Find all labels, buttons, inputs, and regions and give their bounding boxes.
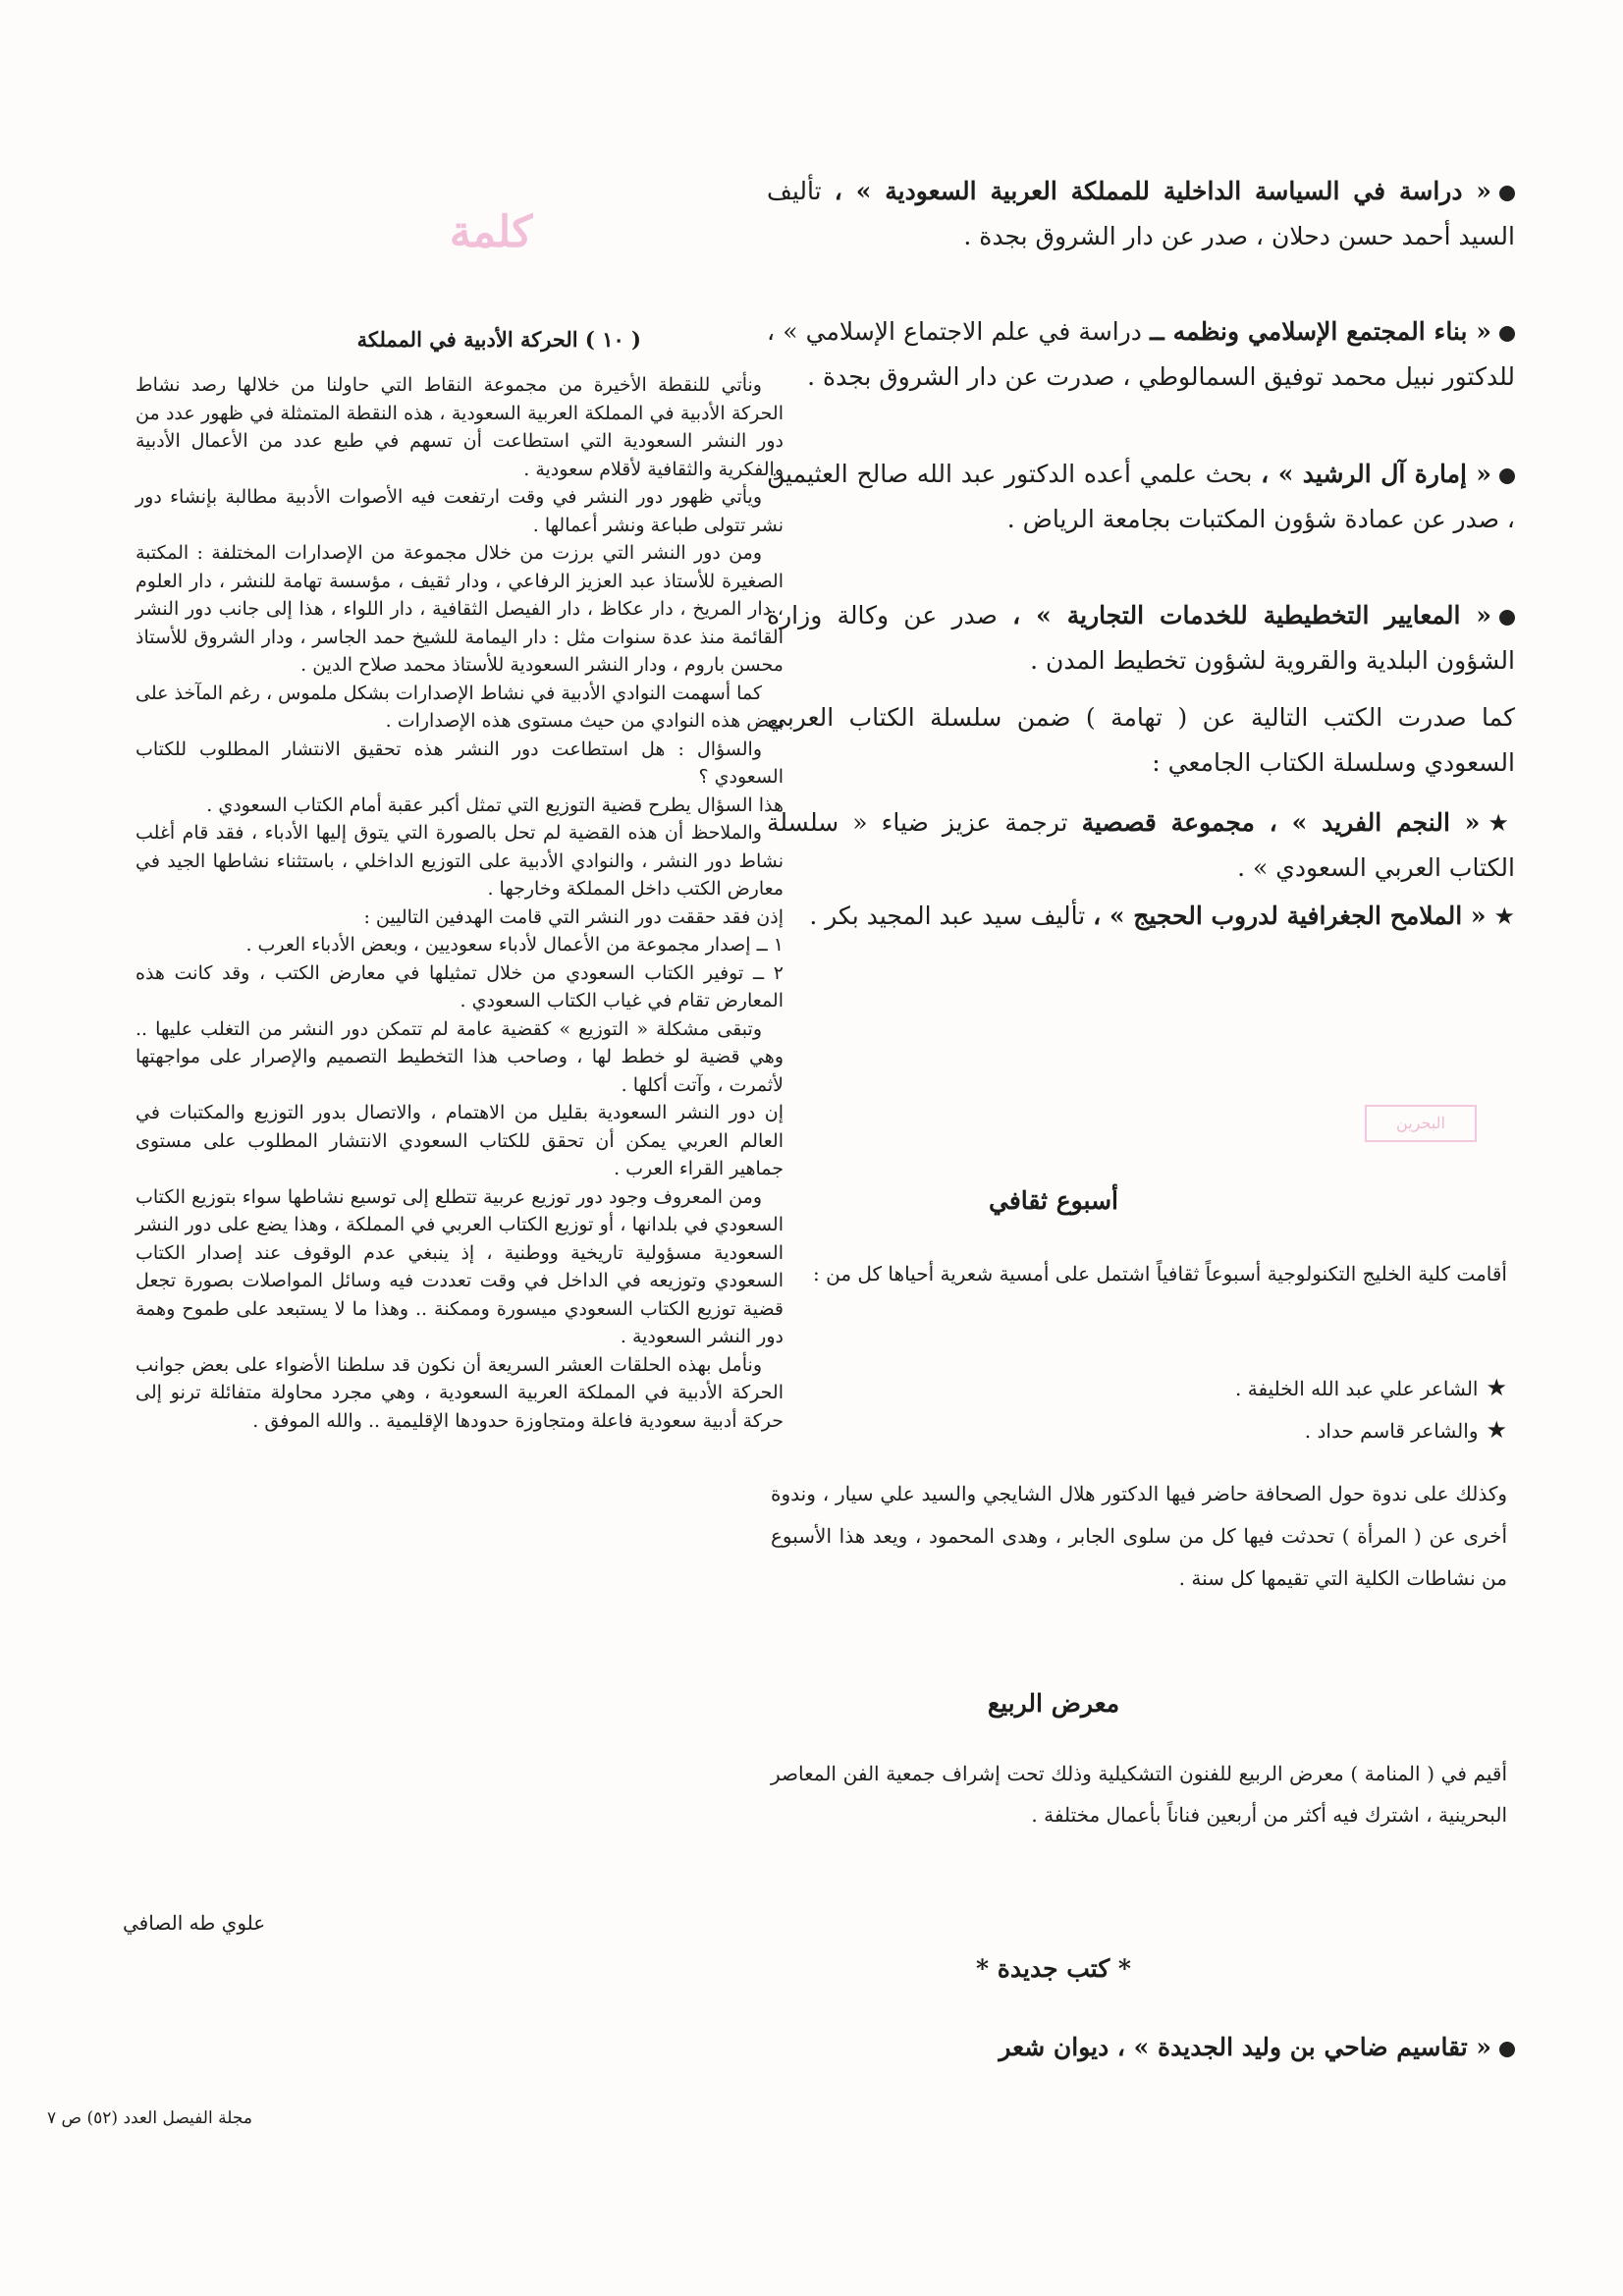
poet-item: ★الشاعر علي عبد الله الخليفة . <box>1235 1374 1507 1401</box>
bullet-icon <box>1499 326 1515 342</box>
book-item-2 <box>767 309 1515 400</box>
article-paragraph: والسؤال : هل استطاعت دور النشر هذه تحقيق الانتشار المطلوب للكتاب السعودي ؟ <box>135 738 784 788</box>
star-icon: ★ <box>1488 809 1516 837</box>
star-icon: ★ <box>1486 1374 1507 1401</box>
tihama-item-1 <box>767 800 1515 891</box>
page-footer: مجلة الفيصل العدد (٥٢) ص ٧ <box>47 2108 252 2128</box>
article-paragraph: والملاحظ أن هذه القضية لم تحل بالصورة التي يتوق إليها الأدباء ، فقد قام أغلب نشاط دور النشر ، والنوادي الأدبية على التوزيع الداخلي ، باستثناء نشاطها الجيد في معارض الكتب داخل المملكة وخارجها . <box>135 822 784 900</box>
poets-list <box>771 1367 1507 1451</box>
book-title: « النجم الفريد » ، مجموعة قصصية <box>1081 808 1481 837</box>
section-stamp: البحرين <box>1365 1105 1477 1142</box>
book-title: « دراسة في السياسة الداخلية للمملكة العربية السعودية » ، <box>834 177 1491 205</box>
article-paragraph: ٢ ــ توفير الكتاب السعودي من خلال تمثيلها في معارض الكتب ، وقد كانت هذه المعارض تقام في غياب الكتاب السعودي . <box>135 961 784 1011</box>
bullet-icon <box>1499 186 1515 201</box>
article-paragraph: ويأتي ظهور دور النشر في وقت ارتفعت فيه الأصوات الأدبية مطالبة بإنشاء دور نشر تتولى طباعة ونشر أعمالها . <box>135 486 784 536</box>
book-description: تأليف سيد عبد المجيد بكر . <box>809 902 1094 930</box>
star-icon: ★ <box>1493 902 1515 930</box>
bullet-icon <box>1499 468 1515 484</box>
bullet-icon <box>1499 2042 1515 2057</box>
article-paragraph: كما أسهمت النوادي الأدبية في نشاط الإصدارات بشكل ملموس ، رغم المآخذ على بعض هذه النوادي من حيث مستوى هذه الإصدارات . <box>135 682 784 732</box>
article-paragraph: إن دور النشر السعودية بقليل من الاهتمام ، والاتصال بدور التوزيع والمكتبات في العالم العربي يمكن أن تحقق للكتاب السعودي الانتشار المطلوب على مستوى جماهير القراء العرب . <box>135 1102 784 1179</box>
article-paragraph: ومن دور النشر التي برزت من خلال مجموعة من الإصدارات المختلفة : المكتبة الصغيرة للأستاذ عبد العزيز الرفاعي ، ودار ثقيف ، مؤسسة تهامة للنشر ، دار العلوم ، دار المريخ ، دار عكاظ ، دار الفيصل الثقافية ، دار اللواء ، هذا إلى جانب دور النشر القائمة منذ عدة سنوات مثل : دار اليمامة للشيخ حمد الجاسر ، ودار الشروق للأستاذ محسن باروم ، ودار النشر السعودية للأستاذ محمد صلاح الدين . <box>135 542 784 676</box>
article-title: ( ١٠ ) الحركة الأدبية في المملكة <box>356 327 641 352</box>
poet-item: ★والشاعر قاسم حداد . <box>1304 1416 1507 1444</box>
article-paragraph: وتبقى مشكلة « التوزيع » كقضية عامة لم تتمكن دور النشر من التغلب عليها .. وهي قضية لو خطط لها ، وصاحب هذا التخطيط التصميم والإصرار على مواجهتها لأثمرت ، وآتت أكلها . <box>135 1017 784 1096</box>
book-item-3 <box>767 452 1515 542</box>
column-stamp-logo: كلمة <box>449 207 533 257</box>
book-description: تأليف السيد أحمد حسن دحلان ، صدر عن دار الشروق بجدة . <box>767 177 1515 250</box>
article-paragraph: ١ ــ إصدار مجموعة من الأعمال لأدباء سعوديين ، وبعض الأدباء العرب . <box>245 934 784 956</box>
book-title: « إمارة آل الرشيد » ، <box>1261 460 1491 488</box>
book-title: « تقاسيم ضاحي بن وليد الجديدة » ، ديوان شعر <box>999 2033 1491 2061</box>
article-body <box>135 371 784 1435</box>
book-description: بحث علمي أعده الدكتور عبد الله صالح العثيمين ، صدر عن عمادة شؤون المكتبات بجامعة الرياض . <box>767 460 1515 533</box>
article-paragraph: ونأتي للنقطة الأخيرة من مجموعة النقاط التي حاولنا من خلالها رصد نشاط الحركة الأدبية في المملكة العربية السعودية ، هذه النقطة المتمثلة في ظهور عدد من دور النشر السعودية التي استطاعت أن تسهم في طبع عدد من الأعمال الأدبية والفكرية والثقافية لأقلام سعودية . <box>135 374 784 480</box>
article-paragraph: ونأمل بهذه الحلقات العشر السريعة أن نكون قد سلطنا الأضواء على بعض جوانب الحركة الأدبية في المملكة العربية السعودية ، وهي مجرد محاولة متفائلة ترنو إلى حركة أدبية سعودية فاعلة ومتجاوزة حدودها الإقليمية .. والله الموفق . <box>135 1353 784 1432</box>
new-book-item-1 <box>767 2025 1515 2070</box>
book-title: « المعايير التخطيطية للخدمات التجارية » ، <box>1012 601 1491 629</box>
cultural-week-body: وكذلك على ندوة حول الصحافة حاضر فيها الدكتور هلال الشايجي والسيد علي سيار ، وندوة أخرى عن ( المرأة ) تحدثت فيها كل من سلوى الجابر ، وهدى المحمود ، ويعد هذا الأسبوع من نشاطات الكلية التي تقيمها كل سنة . <box>771 1482 1507 1590</box>
book-title: « الملامح الجغرافية لدروب الحجيج » ، <box>1093 902 1487 930</box>
article-paragraph: هذا السؤال يطرح قضية التوزيع التي تمثل أكبر عقبة أمام الكتاب السعودي . <box>206 793 784 816</box>
book-item-4 <box>767 593 1515 683</box>
spring-exhibition-body: أقيم في ( المنامة ) معرض الربيع للفنون التشكيلية وذلك تحت إشراف جمعية الفن المعاصر البحرينية ، اشترك فيه أكثر من أربعين فناناً بأعمال مختلفة . <box>771 1762 1507 1827</box>
book-description: دراسة في علم الاجتماع الإسلامي » ، للدكتور نبيل محمد توفيق السمالوطي ، صدرت عن دار الشروق بجدة . <box>767 317 1515 391</box>
section-heading-spring-exhibition: معرض الربيع <box>987 1689 1120 1718</box>
star-icon: ★ <box>1486 1416 1507 1444</box>
tihama-intro: كما صدرت الكتب التالية عن ( تهامة ) ضمن سلسلة الكتاب العربي السعودي وسلسلة الكتاب الجامعي : <box>767 703 1515 777</box>
section-heading-cultural-week: أسبوع ثقافي <box>989 1186 1118 1215</box>
section-heading-new-books: * كتب جديدة * <box>975 1954 1131 1983</box>
cultural-week-intro: أقامت كلية الخليج التكنولوجية أسبوعاً ثقافياً اشتمل على أمسية شعرية أحياها كل من : <box>813 1262 1507 1285</box>
tihama-item-2 <box>767 894 1515 939</box>
article-paragraph: إذن فقد حققت دور النشر التي قامت الهدفين التاليين : <box>363 905 784 928</box>
book-title: « بناء المجتمع الإسلامي ونظمه ــ <box>1150 317 1491 346</box>
book-description: صدر عن وكالة وزارة الشؤون البلدية والقروية لشؤون تخطيط المدن . <box>767 601 1515 675</box>
author-signature: علوي طه الصافي <box>123 1911 266 1935</box>
article-paragraph: ومن المعروف وجود دور توزيع عربية تتطلع إلى توسيع نشاطها سواء بتوزيع الكتاب السعودي في بلدانها ، أو توزيع الكتاب العربي في المملكة ، وهذا يضع على دور النشر السعودية مسؤولية تاريخية ووطنية ، إذ ينبغي عدم الوقوف عند إصدار الكتاب السعودي وتوزيعه في الداخل في وقت تعددت فيه وسائل المواصلات بصورة تجعل قضية توزيع الكتاب السعودي ميسورة وممكنة .. وهذا ما لا يستبعد على طموح وهمة دور النشر السعودية . <box>135 1185 784 1347</box>
bullet-icon <box>1499 610 1515 626</box>
book-description: ترجمة عزيز ضياء « سلسلة الكتاب العربي السعودي » . <box>767 808 1515 882</box>
book-item-1 <box>767 169 1515 259</box>
